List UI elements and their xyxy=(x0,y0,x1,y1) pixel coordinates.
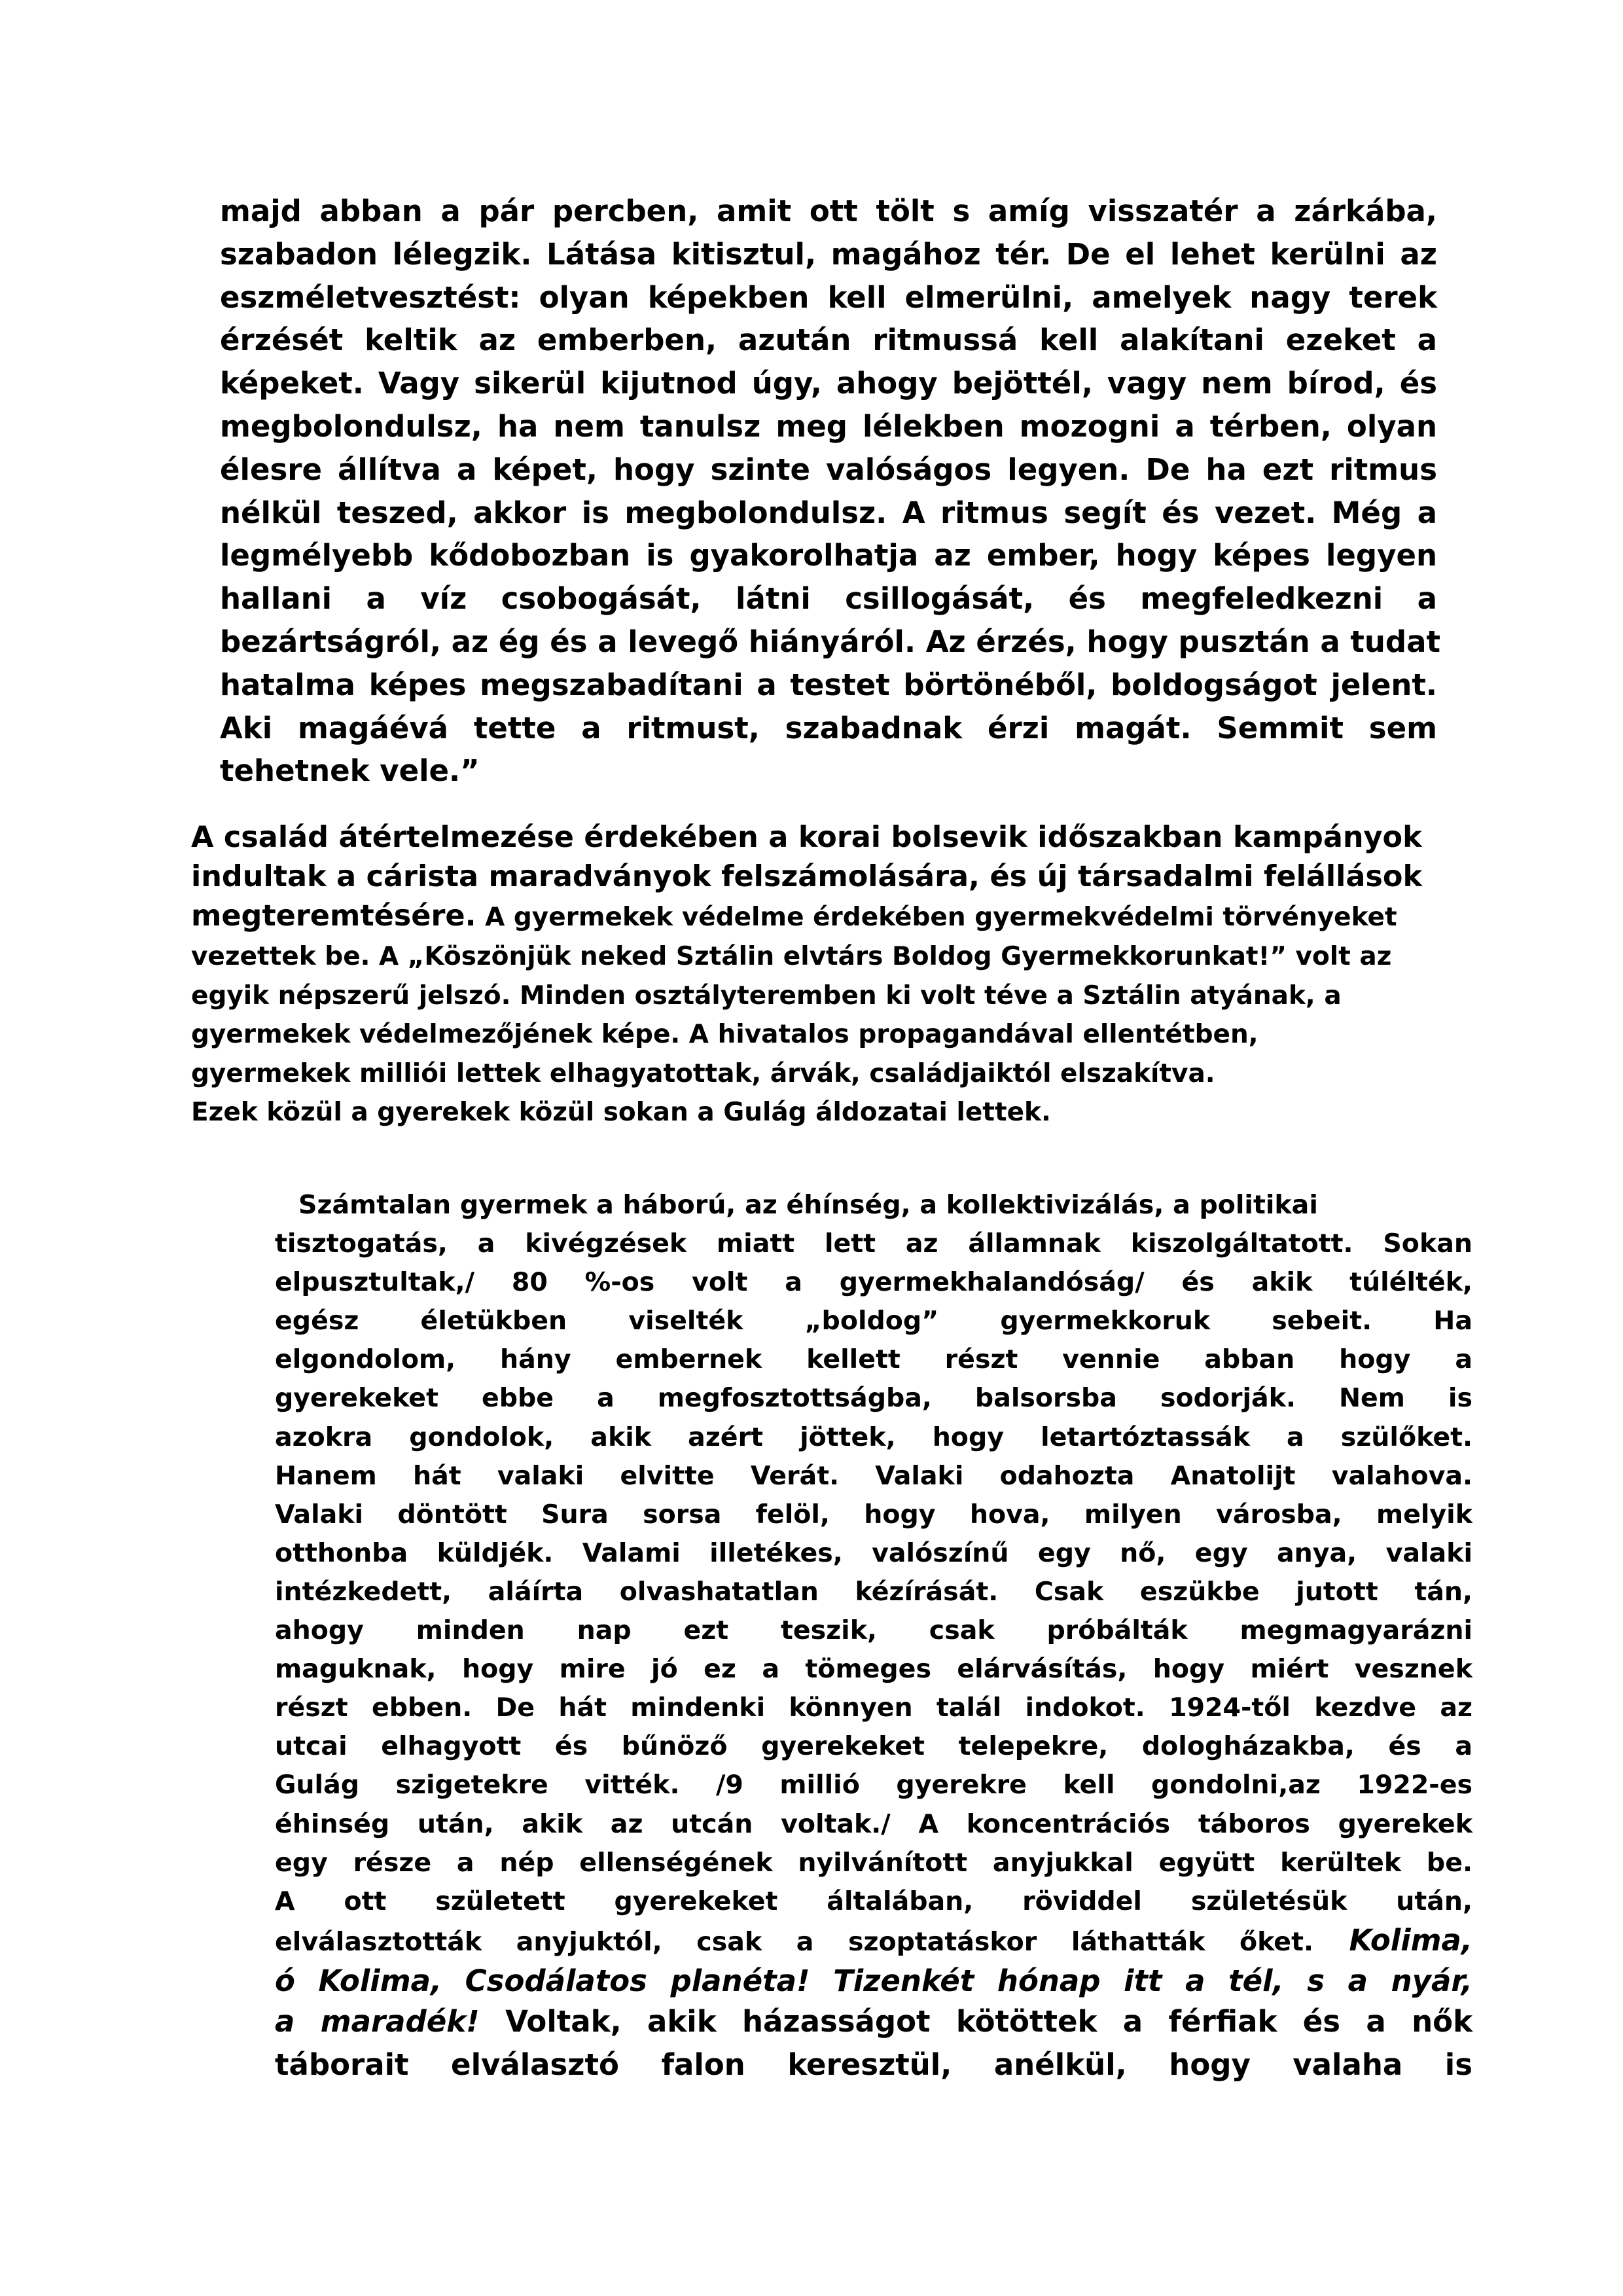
text-line: egész életükben viselték „boldog” gyermekkoruk sebeit. Ha xyxy=(275,1306,1472,1336)
text-line: szabadon lélegzik. Látása kitisztul, magához tér. De el lehet kerülni az xyxy=(220,236,1437,272)
text-line: ahogy minden nap ezt teszik, csak próbálták megmagyarázni xyxy=(275,1615,1472,1646)
text-line: elgondolom, hány embernek kellett részt vennie abban hogy a xyxy=(275,1344,1472,1375)
text-line: éhinség után, akik az utcán voltak./ A koncentrációs táboros gyerekek xyxy=(275,1808,1472,1839)
text-line: tisztogatás, a kivégzések miatt lett az államnak kiszolgáltatott. Sokan xyxy=(275,1229,1472,1259)
text-line: Számtalan gyermek a háború, az éhínség, a kollektivizálás, a politikai xyxy=(298,1190,1318,1220)
text-line: Aki magáévá tette a ritmust, szabadnak érzi magát. Semmit sem xyxy=(220,710,1437,745)
text-line: Gulág szigetekre vitték. /9 millió gyerekre kell gondolni,az 1922-es xyxy=(275,1770,1472,1801)
text-line: érzését keltik az emberben, azután ritmussá kell alakítani ezeket a xyxy=(220,323,1437,358)
text-line: azokra gondolok, akik azért jöttek, hogy letartóztassák a szülőket. xyxy=(275,1422,1472,1452)
text-line: intézkedett, aláírta olvashatatlan kézírását. Csak eszükbe jutott tán, xyxy=(275,1576,1472,1607)
text-line: gyerekeket ebbe a megfosztottságba, balsorsba sodorják. Nem is xyxy=(275,1383,1472,1414)
text-line: A ott született gyerekeket általában, röviddel születésük után, xyxy=(275,1886,1472,1916)
text-line: hallani a víz csobogását, látni csillogását, és megfeledkezni a xyxy=(220,581,1437,617)
text-line: tehetnek vele.” xyxy=(220,753,480,789)
text-line: Valaki döntött Sura sorsa felöl, hogy hova, milyen városba, melyik xyxy=(275,1499,1472,1530)
text-line: megbolondulsz, ha nem tanulsz meg lélekben mozogni a térben, olyan xyxy=(220,408,1437,444)
intro-paragraph xyxy=(191,818,1454,1132)
text-segment: megteremtésére. xyxy=(191,899,476,933)
text-line: Hanem hát valaki elvitte Verát. Valaki odahozta Anatolijt valahova. xyxy=(275,1460,1472,1491)
text-line-mixed xyxy=(275,2000,1472,2043)
italic-segment: Kolima, xyxy=(1313,1922,1472,1958)
text-line: utcai elhagyott és bűnöző gyerekeket telepekre, dologházakba, és a xyxy=(275,1731,1472,1762)
text-line: vezettek be. A „Köszönjük neked Sztálin elvtárs Boldog Gyermekkorunkat!” volt az xyxy=(191,942,1392,971)
text-line: gyermekek védelmezőjének képe. A hivatalos propagandával ellentétben, xyxy=(191,1020,1258,1049)
text-line: gyermekek milliói lettek elhagyatottak, árvák, családjaiktól elszakítva. xyxy=(191,1058,1215,1088)
text-line: elpusztultak,/ 80 %-os volt a gyermekhalandóság/ és akik túlélték, xyxy=(275,1267,1472,1298)
text-line: A család átértelmezése érdekében a korai bolsevik időszakban kampányok xyxy=(191,821,1422,854)
quote-paragraph xyxy=(220,190,1441,793)
text-line: majd abban a pár percben, amit ott tölt s amíg visszatér a zárkába, xyxy=(220,194,1437,228)
text-line: táborait elválasztó falon keresztül, anélkül, hogy valaha is xyxy=(275,2047,1472,2082)
text-line: részt ebben. De hát mindenki könnyen talál indokot. 1924-től kezdve az xyxy=(275,1693,1472,1723)
text-line: otthonba küldjék. Valami illetékes, valószínű egy nő, egy anya, valaki xyxy=(275,1537,1472,1568)
main-paragraph xyxy=(275,1186,1472,2087)
text-line: eszméletvesztést: olyan képekben kell elmerülni, amelyek nagy terek xyxy=(220,279,1437,315)
text-line: bezártságról, az ég és a levegő hiányáról. Az érzés, hogy pusztán a tudat xyxy=(220,624,1441,659)
text-line: képeket. Vagy sikerül kijutnod úgy, ahogy bejöttél, vagy nem bírod, és xyxy=(220,366,1437,401)
italic-text-line: ó Kolima, Csodálatos planéta! Tizenkét hónap itt a tél, s a nyár, xyxy=(275,1963,1472,1998)
text-segment: Voltak, akik házasságot kötöttek a férfiak és a nők xyxy=(479,2003,1473,2039)
text-line: maguknak, hogy mire jó ez a tömeges elárvásítás, hogy miért vesznek xyxy=(275,1654,1472,1685)
text-line: egyik népszerű jelszó. Minden osztályteremben ki volt téve a Sztálin atyának, a xyxy=(191,980,1342,1011)
text-line: legmélyebb kődobozban is gyakorolhatja az ember, hogy képes legyen xyxy=(220,538,1437,573)
text-segment: elválasztották anyjuktól, csak a szoptatáskor láthatták őket. xyxy=(275,1926,1313,1957)
text-line-mixed xyxy=(275,1921,1472,1962)
text-line: nélkül teszed, akkor is megbolondulsz. A ritmus segít és vezet. Még a xyxy=(220,495,1437,530)
italic-segment: a maradék! xyxy=(275,2003,480,2039)
text-segment: A gyermekek védelme érdekében gyermekvédelmi törvényeket xyxy=(476,903,1397,932)
text-line: egy része a nép ellenségének nyilvánított anyjukkal együtt kerültek be. xyxy=(275,1847,1472,1878)
text-line: élesre állítva a képet, hogy szinte valóságos legyen. De ha ezt ritmus xyxy=(220,452,1437,487)
text-line: Ezek közül a gyerekek közül sokan a Gulág áldozatai lettek. xyxy=(191,1098,1051,1127)
text-line-mixed xyxy=(191,897,1454,937)
text-line: hatalma képes megszabadítani a testet börtönéből, boldogságot jelent. xyxy=(220,667,1437,702)
text-line: indultak a cárista maradványok felszámolására, és új társadalmi felállások xyxy=(191,860,1423,893)
